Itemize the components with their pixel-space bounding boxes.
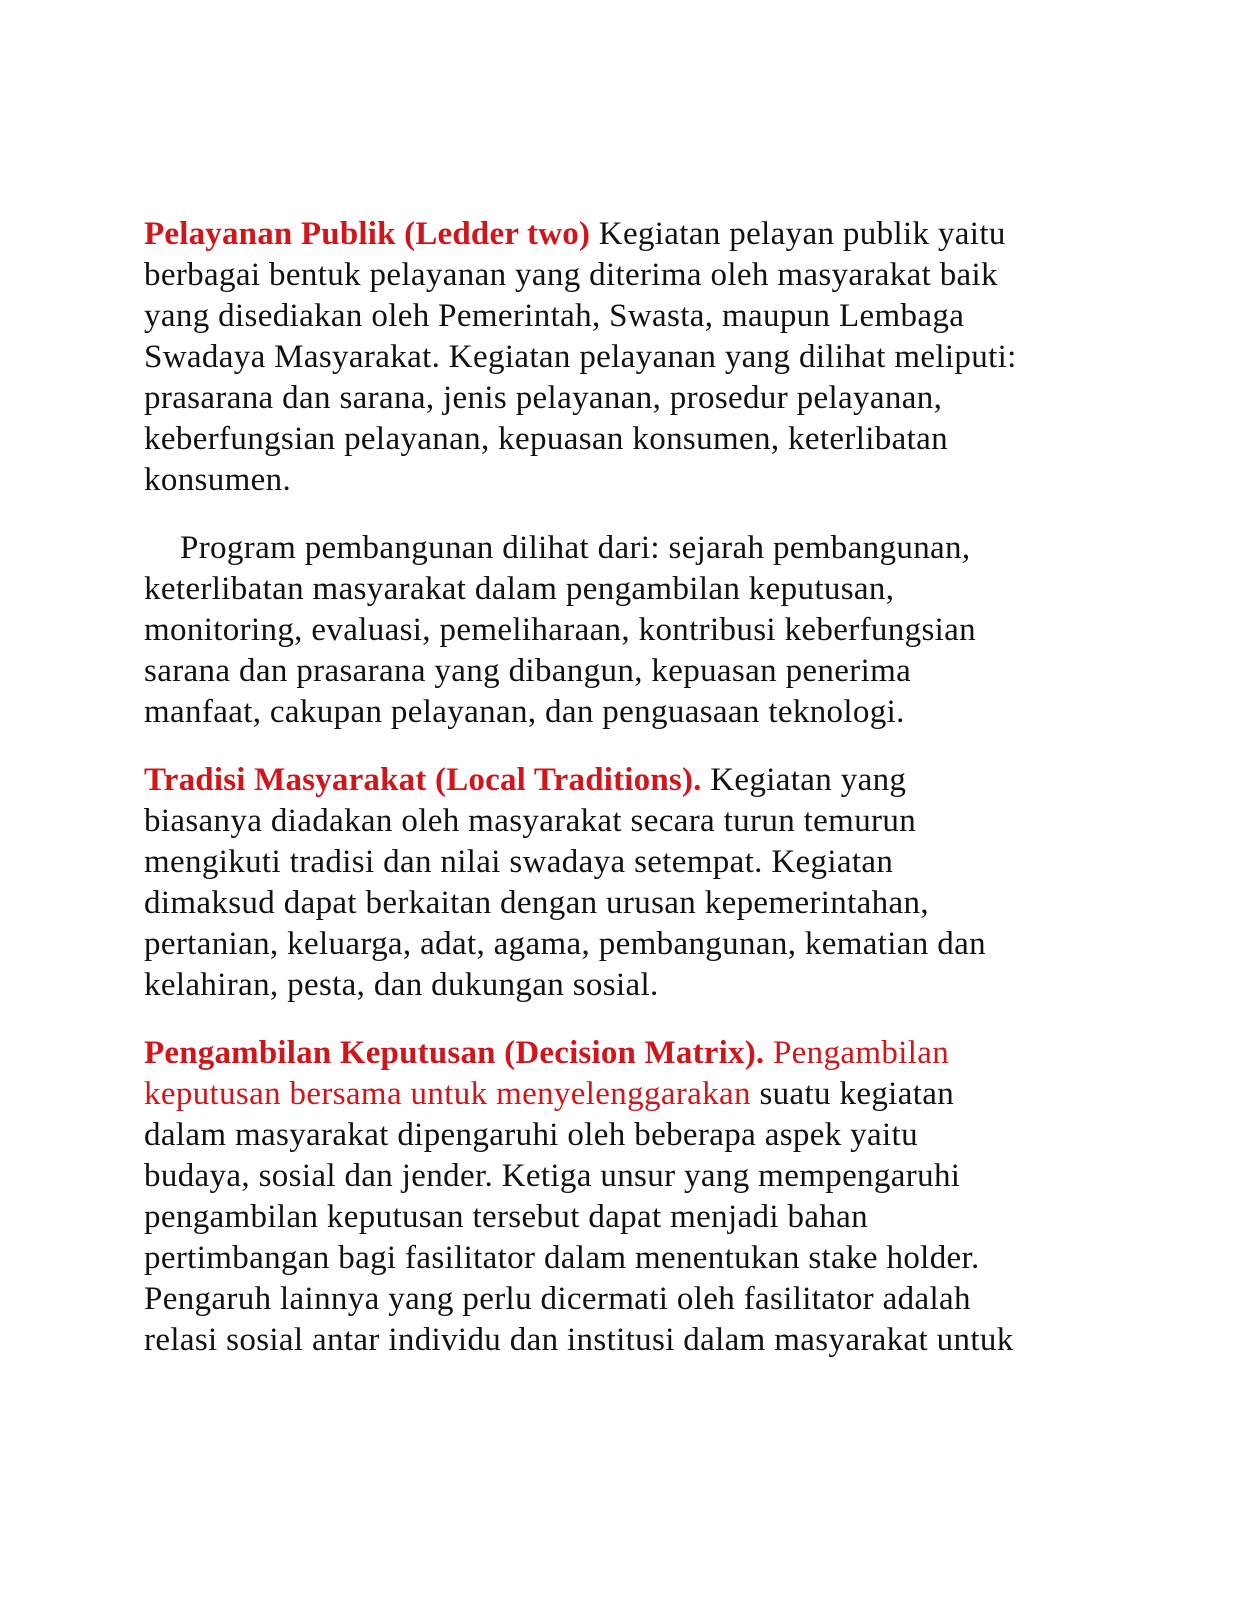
paragraph-pelayanan-publik xyxy=(144,214,1084,501)
paragraph-line xyxy=(144,1074,1084,1115)
paragraph-line: pertanian, keluarga, adat, agama, pembangunan, kematian dan xyxy=(144,926,986,962)
paragraph-line xyxy=(144,1033,1084,1074)
highlighted-text: keputusan bersama untuk menyelenggarakan xyxy=(144,1076,751,1112)
paragraph-line: konsumen. xyxy=(144,462,292,498)
paragraph-line: sarana dan prasarana yang dibangun, kepuasan penerima xyxy=(144,653,912,689)
document-body xyxy=(144,214,1084,1388)
paragraph-program-pembangunan xyxy=(144,528,1084,733)
paragraph-line: relasi sosial antar individu dan institusi dalam masyarakat untuk xyxy=(144,1322,1014,1358)
paragraph-line: kelahiran, pesta, dan dukungan sosial. xyxy=(144,967,659,1003)
paragraph-text: Kegiatan yang xyxy=(701,762,907,798)
heading-tradisi-masyarakat: Tradisi Masyarakat (Local Traditions). xyxy=(144,762,702,798)
paragraph-text: suatu kegiatan xyxy=(750,1076,955,1112)
paragraph-line: prasarana dan sarana, jenis pelayanan, prosedur pelayanan, xyxy=(144,380,943,416)
paragraph-line: keberfungsian pelayanan, kepuasan konsumen, keterlibatan xyxy=(144,421,948,457)
paragraph-line: biasanya diadakan oleh masyarakat secara turun temurun xyxy=(144,803,917,839)
paragraph-line: budaya, sosial dan jender. Ketiga unsur yang mempengaruhi xyxy=(144,1158,961,1194)
paragraph-pengambilan-keputusan xyxy=(144,1033,1084,1361)
paragraph-line: dimaksud dapat berkaitan dengan urusan kepemerintahan, xyxy=(144,885,929,921)
paragraph-line: yang disediakan oleh Pemerintah, Swasta, maupun Lembaga xyxy=(144,298,965,334)
paragraph-line: pertimbangan bagi fasilitator dalam menentukan stake holder. xyxy=(144,1240,980,1276)
paragraph-line: monitoring, evaluasi, pemeliharaan, kontribusi keberfungsian xyxy=(144,612,977,648)
paragraph-line xyxy=(144,760,1084,801)
paragraph-line: Program pembangunan dilihat dari: sejarah pembangunan, xyxy=(180,530,971,566)
paragraph-tradisi-masyarakat xyxy=(144,760,1084,1006)
paragraph-line: manfaat, cakupan pelayanan, dan penguasaan teknologi. xyxy=(144,694,905,730)
paragraph-line: mengikuti tradisi dan nilai swadaya setempat. Kegiatan xyxy=(144,844,894,880)
paragraph-line: Pengaruh lainnya yang perlu dicermati oleh fasilitator adalah xyxy=(144,1281,971,1317)
paragraph-line xyxy=(144,214,1084,255)
heading-pelayanan-publik: Pelayanan Publik (Ledder two) xyxy=(144,216,591,252)
paragraph-line: dalam masyarakat dipengaruhi oleh beberapa aspek yaitu xyxy=(144,1117,918,1153)
paragraph-line: berbagai bentuk pelayanan yang diterima oleh masyarakat baik xyxy=(144,257,998,293)
paragraph-line: Swadaya Masyarakat. Kegiatan pelayanan yang dilihat meliputi: xyxy=(144,339,1017,375)
paragraph-line: pengambilan keputusan tersebut dapat menjadi bahan xyxy=(144,1199,869,1235)
highlighted-text: Pengambilan xyxy=(764,1035,950,1071)
paragraph-line: keterlibatan masyarakat dalam pengambilan keputusan, xyxy=(144,571,895,607)
heading-pengambilan-keputusan: Pengambilan Keputusan (Decision Matrix). xyxy=(144,1035,765,1071)
paragraph-text: Kegiatan pelayan publik yaitu xyxy=(590,216,1006,252)
